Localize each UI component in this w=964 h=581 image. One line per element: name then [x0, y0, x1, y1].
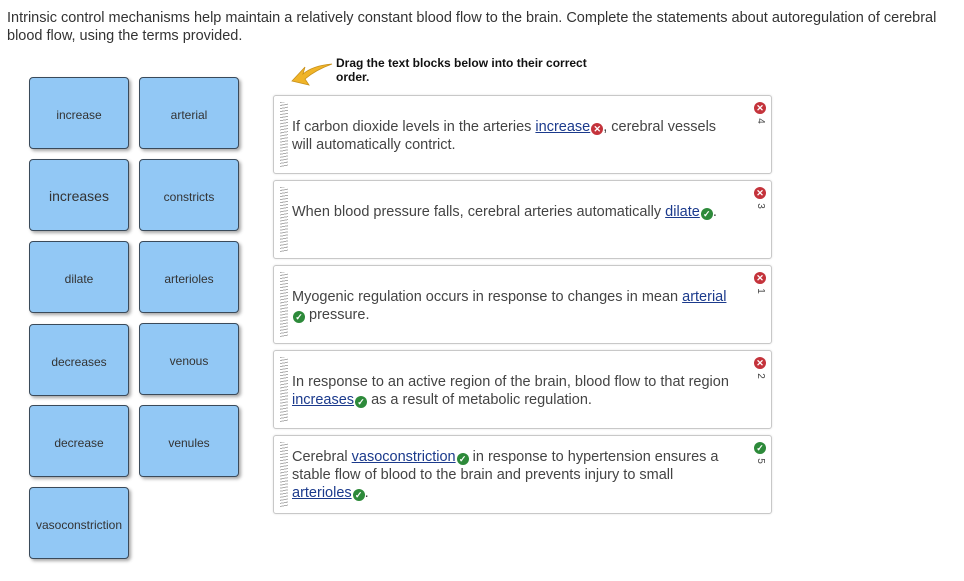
statement-text [292, 448, 732, 502]
bank-tile-constricts[interactable]: constricts [139, 159, 239, 231]
statement-text [292, 118, 732, 154]
correct-icon: ✓ [457, 453, 469, 465]
answer-blank-increase[interactable]: increase [535, 119, 591, 135]
statement-text-part: pressure. [305, 307, 370, 323]
order-number: 3 [755, 203, 766, 209]
statement-block-2[interactable] [273, 180, 772, 259]
order-status [753, 442, 767, 466]
order-status [753, 102, 767, 126]
statement-text-part: Cerebral [292, 449, 352, 465]
answer-blank-arterioles[interactable]: arterioles [292, 485, 352, 501]
question-intro: Intrinsic control mechanisms help maintain a relatively constant blood flow to the brain. Complete the statements about autoregulation of cerebral blood flow, using the terms provided. [7, 10, 937, 44]
drag-handle-icon[interactable] [280, 442, 288, 507]
bank-tile-increase[interactable]: increase [29, 77, 129, 149]
order-number: 2 [755, 373, 766, 379]
incorrect-order-icon: ✕ [754, 102, 766, 114]
order-number: 1 [755, 288, 766, 294]
statement-text [292, 203, 732, 221]
correct-icon: ✓ [293, 311, 305, 323]
bank-tile-vasoconstriction[interactable]: vasoconstriction [29, 487, 129, 559]
bank-tile-increases[interactable]: increases [29, 159, 129, 231]
answer-blank-vasoconstriction[interactable]: vasoconstriction [351, 449, 456, 465]
answer-blank-increases[interactable]: increases [292, 392, 355, 408]
statement-text-part: in response to hypertension ensures a stable flow of blood to the brain and prevents injury to small [292, 449, 719, 483]
incorrect-icon: ✕ [591, 123, 603, 135]
correct-order-icon: ✓ [754, 442, 766, 454]
order-number: 4 [755, 118, 766, 124]
bank-tile-venules[interactable]: venules [139, 405, 239, 477]
order-number: 5 [755, 458, 766, 464]
statement-block-3[interactable] [273, 265, 772, 344]
incorrect-order-icon: ✕ [754, 272, 766, 284]
bank-tile-venous[interactable]: venous [139, 323, 239, 395]
bank-tile-dilate[interactable]: dilate [29, 241, 129, 313]
statement-text-part: When blood pressure falls, cerebral arteries automatically [292, 204, 666, 220]
statement-text-part: as a result of metabolic regulation. [367, 392, 592, 408]
statement-text [292, 373, 732, 409]
statement-text-part: If carbon dioxide levels in the arteries [292, 119, 536, 135]
statement-block-4[interactable] [273, 350, 772, 429]
correct-icon: ✓ [355, 396, 367, 408]
answer-blank-dilate[interactable]: dilate [665, 204, 700, 220]
order-status [753, 187, 767, 211]
drag-instructions: Drag the text blocks below into their correct order. [336, 56, 587, 84]
drag-handle-icon[interactable] [280, 187, 288, 252]
statement-block-5[interactable] [273, 435, 772, 514]
statement-text-part: Myogenic regulation occurs in response to changes in mean [292, 289, 683, 305]
statement-text-part: . [364, 485, 369, 501]
statement-text [292, 288, 732, 324]
statement-text-part: . [712, 204, 717, 220]
order-status [753, 272, 767, 296]
order-status [753, 357, 767, 381]
answer-blank-arterial[interactable]: arterial [682, 289, 727, 305]
bank-tile-arterial[interactable]: arterial [139, 77, 239, 149]
incorrect-order-icon: ✕ [754, 357, 766, 369]
drag-handle-icon[interactable] [280, 102, 288, 167]
correct-icon: ✓ [701, 208, 713, 220]
correct-icon: ✓ [353, 489, 365, 501]
hint-arrow-icon [290, 61, 334, 89]
drag-handle-icon[interactable] [280, 357, 288, 422]
statement-text-part: , cerebral vessels will automatically contrict. [292, 119, 717, 153]
drag-handle-icon[interactable] [280, 272, 288, 337]
bank-tile-decrease[interactable]: decrease [29, 405, 129, 477]
statement-text-part: In response to an active region of the brain, blood flow to that region [292, 374, 729, 390]
statement-block-1[interactable] [273, 95, 772, 174]
bank-tile-decreases[interactable]: decreases [29, 324, 129, 396]
bank-tile-arterioles[interactable]: arterioles [139, 241, 239, 313]
incorrect-order-icon: ✕ [754, 187, 766, 199]
